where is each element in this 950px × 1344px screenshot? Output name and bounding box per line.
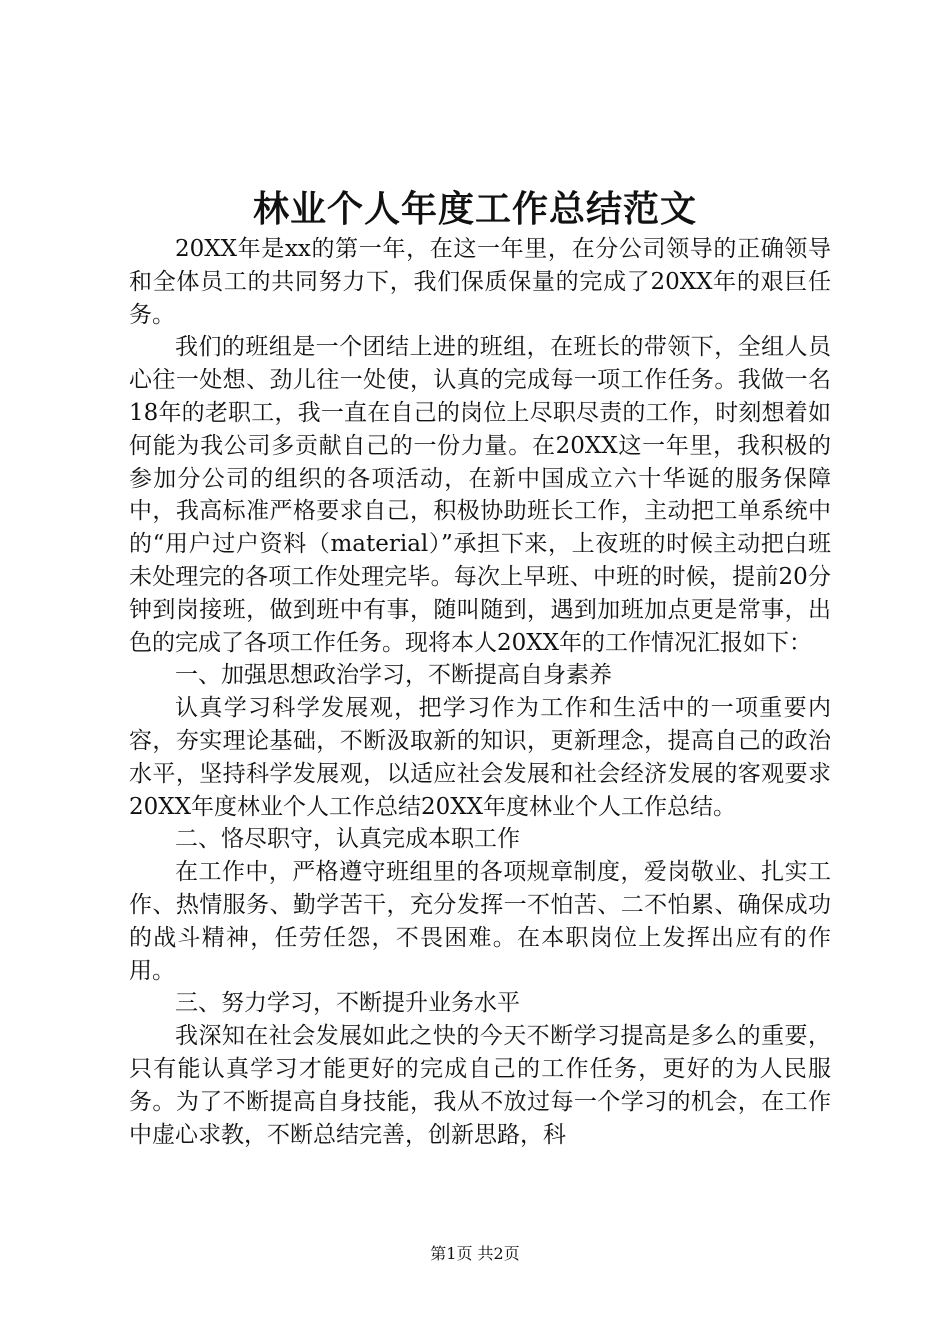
section-heading-2: 二、恪尽职守，认真完成本职工作 [175, 826, 520, 853]
paragraph-intro: 20XX年是xx的第一年，在这一年里，在分公司领导的正确领导和全体员工的共同努力下，我们保质保量的完成了20XX年的艰巨任务。 [129, 236, 831, 328]
paragraph-learning: 我深知在社会发展如此之快的今天不断学习提高是多么的重要，只有能认真学习才能更好的完成自己的工作任务，更好的为人民服务。为了不断提高自身技能，我从不放过每一个学习的机会，在工作中虚心求教，不断总结完善，创新思路，科 [129, 1023, 831, 1148]
page-footer: 第1页 共2页 [430, 1244, 520, 1263]
paragraph-duty: 在工作中，严格遵守班组里的各项规章制度，爱岗敬业、扎实工作、热情服务、勤学苦干，充分发挥一不怕苦、二不怕累、确保成功的战斗精神，任劳任怨，不畏困难。在本职岗位上发挥出应有的作用。 [129, 859, 831, 984]
section-heading-1: 一、加强思想政治学习，不断提高自身素养 [175, 662, 612, 689]
document-body [129, 233, 831, 1151]
paragraph-study: 认真学习科学发展观，把学习作为工作和生活中的一项重要内容，夯实理论基础，不断汲取新的知识，更新理念，提高自己的政治水平，坚持科学发展观，以适应社会发展和社会经济发展的客观要求20XX年度林业个人工作总结20XX年度林业个人工作总结。 [129, 695, 831, 820]
section-heading-3: 三、努力学习，不断提升业务水平 [175, 990, 520, 1017]
document-title: 林业个人年度工作总结范文 [252, 188, 697, 230]
paragraph-team: 我们的班组是一个团结上进的班组，在班长的带领下，全组人员心往一处想、劲儿往一处使，认真的完成每一项工作任务。我做一名18年的老职工，我一直在自己的岗位上尽职尽责的工作，时刻想着如何能为我公司多贡献自己的一份力量。在20XX这一年里，我积极的参加分公司的组织的各项活动，在新中国成立六十华诞的服务保障中，我高标准严格要求自己，积极协助班长工作，主动把工单系统中的“用户过户资料（material）”承担下来，上夜班的时候主动把白班未处理完的各项工作处理完毕。每次上早班、中班的时候，提前20分钟到岗接班，做到班中有事，随叫随到，遇到加班加点更是常事，出色的完成了各项工作任务。现将本人20XX年的工作情况汇报如下： [129, 334, 831, 656]
